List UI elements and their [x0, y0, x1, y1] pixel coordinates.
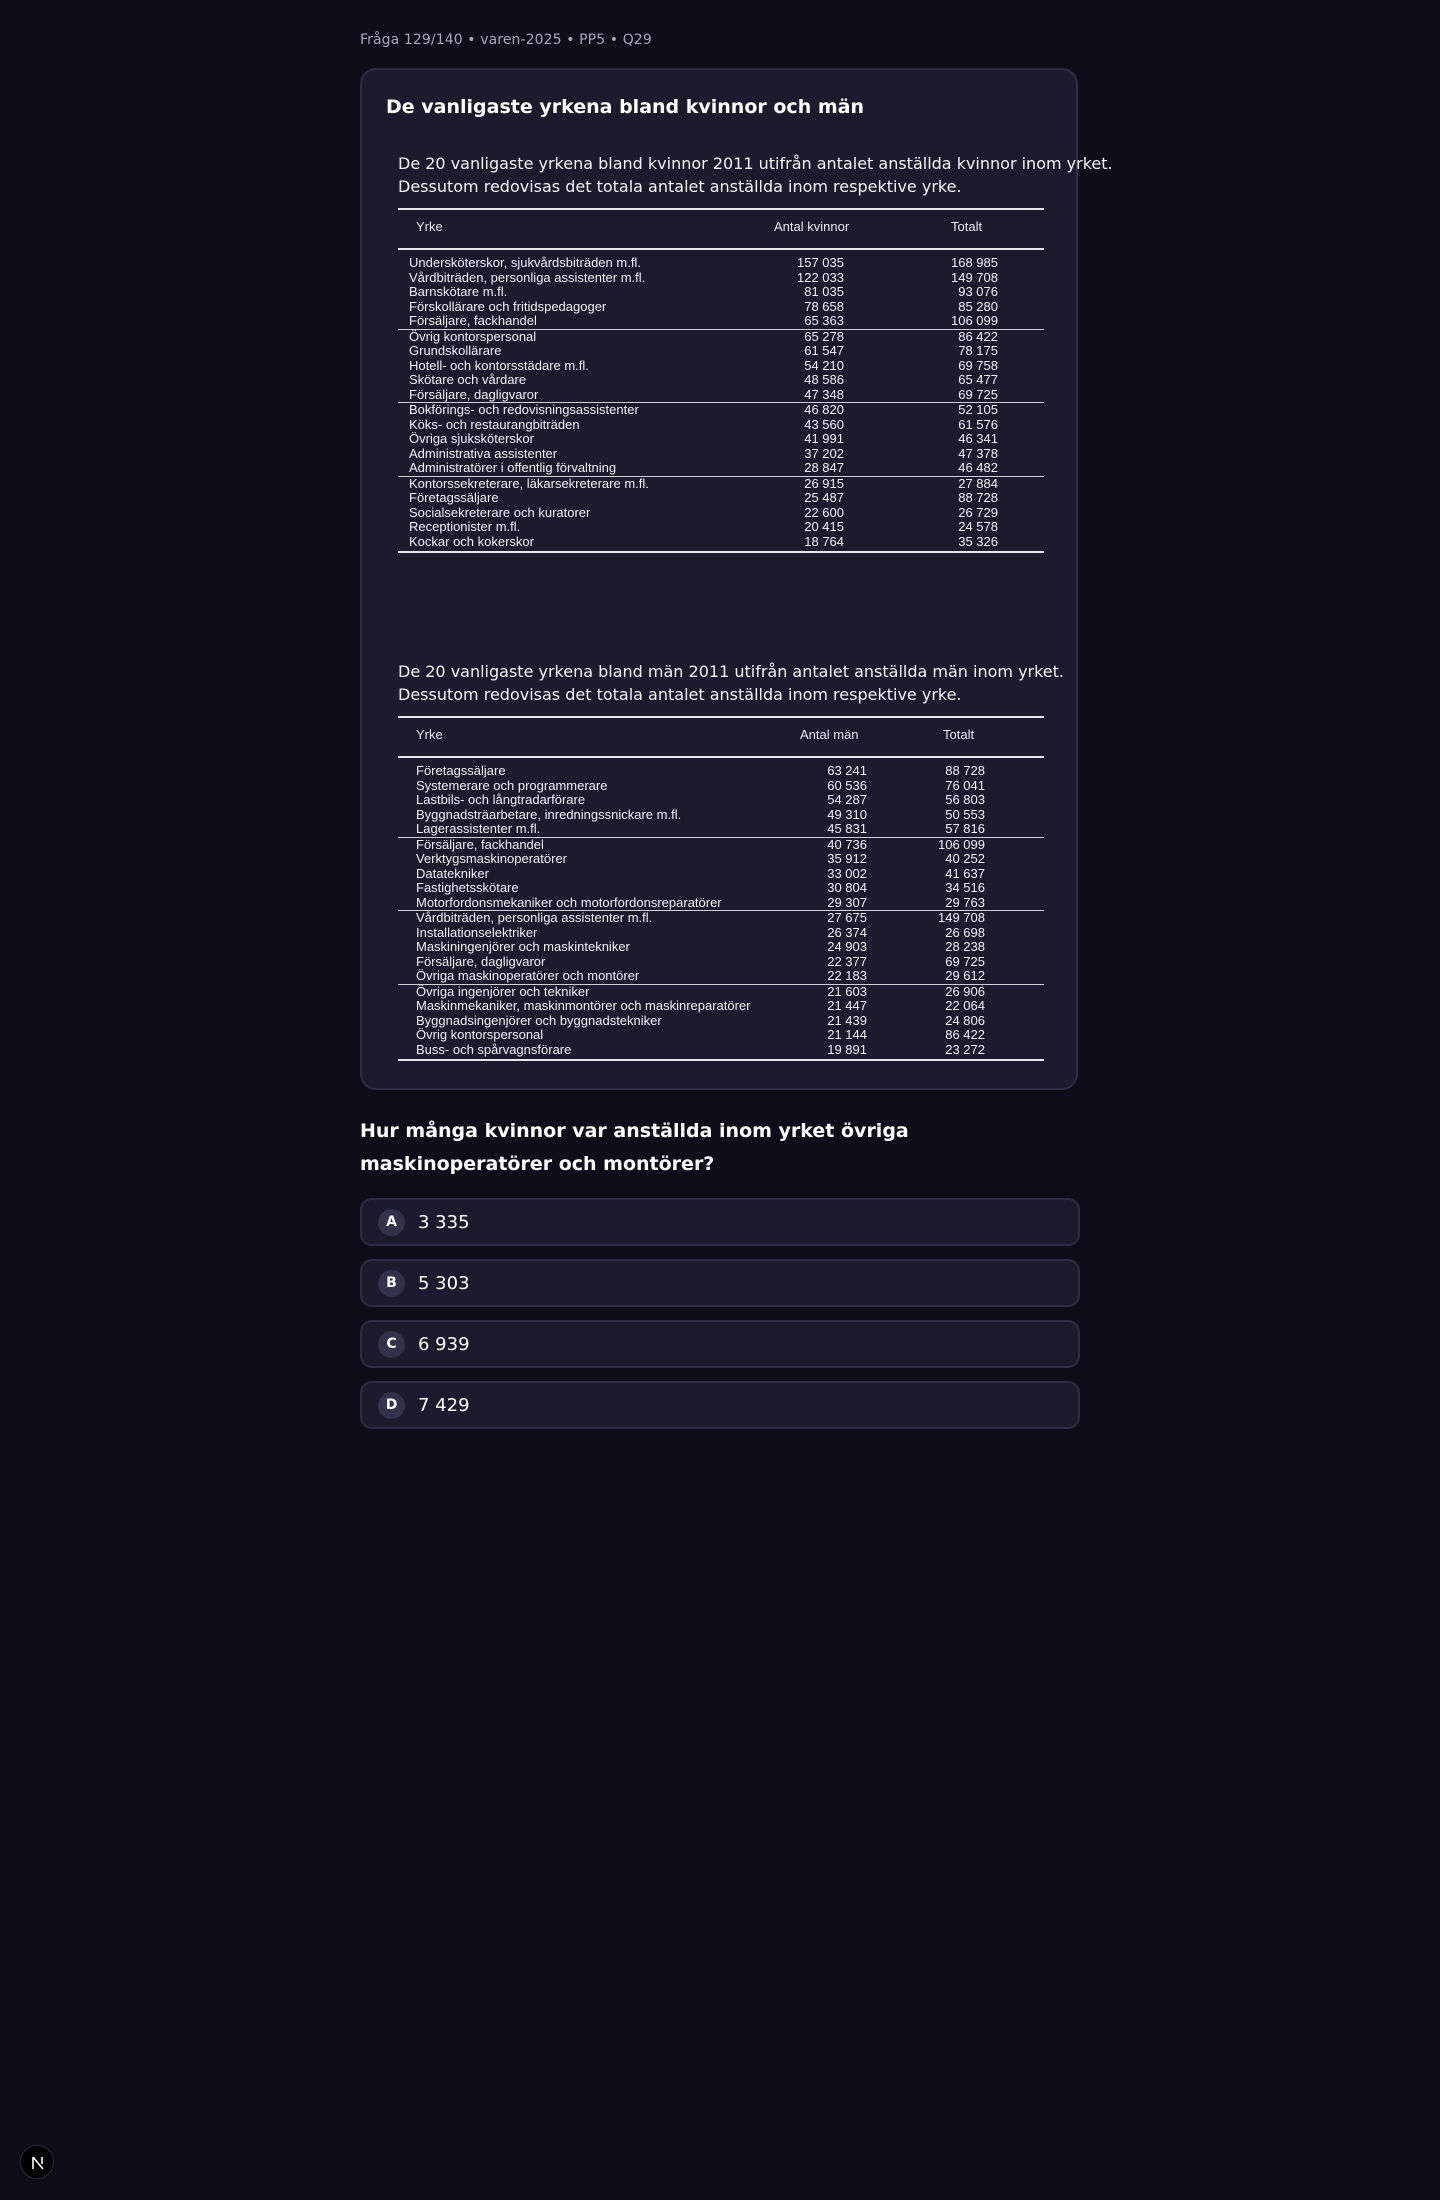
table-row	[398, 867, 1044, 882]
option-letter-badge: D	[378, 1392, 405, 1419]
table-row	[398, 1014, 1044, 1029]
table-row	[398, 999, 1044, 1014]
cell-total: 24 578	[958, 519, 998, 534]
cell-count: 27 675	[827, 910, 867, 925]
cell-count: 21 447	[827, 998, 867, 1013]
cell-total: 78 175	[958, 343, 998, 358]
cell-total: 69 758	[958, 357, 998, 373]
cell-occupation: Företagssäljare	[416, 763, 506, 778]
cell-total: 86 422	[945, 1027, 985, 1042]
option-letter-badge: A	[378, 1209, 405, 1236]
card-title: De vanligaste yrkena bland kvinnor och män	[386, 96, 864, 118]
cell-occupation: Datatekniker	[416, 865, 489, 881]
option-b-button[interactable]	[360, 1259, 1080, 1307]
cell-total: 26 698	[945, 924, 985, 940]
cell-count: 20 415	[804, 519, 844, 534]
option-text: 3 335	[418, 1212, 470, 1233]
table-row	[398, 418, 1044, 433]
cell-occupation: Hotell- och kontorsstädare m.fl.	[409, 357, 589, 373]
cell-total: 26 906	[945, 983, 985, 999]
men-table-header	[398, 718, 1044, 756]
cell-count: 22 600	[804, 504, 844, 520]
answer-options	[360, 1198, 1080, 1442]
cell-count: 61 547	[804, 343, 844, 358]
table-row	[398, 808, 1044, 823]
table-row	[398, 837, 1044, 853]
table-row	[398, 926, 1044, 941]
women-table-header	[398, 210, 1044, 248]
cell-occupation: Övriga ingenjörer och tekniker	[416, 983, 590, 999]
table-bottom-rule	[398, 1059, 1044, 1061]
cell-occupation: Grundskollärare	[409, 343, 502, 358]
option-text: 5 303	[418, 1273, 470, 1294]
women-table-intro	[398, 152, 1113, 198]
column-header-antal-man: Antal män	[800, 727, 859, 742]
table-row	[398, 373, 1044, 388]
cell-total: 85 280	[958, 298, 998, 314]
table-row	[398, 388, 1044, 403]
cell-occupation: Skötare och vårdare	[409, 372, 527, 387]
cell-count: 54 210	[804, 357, 844, 373]
table-row	[398, 285, 1044, 300]
cell-total: 47 378	[958, 445, 998, 461]
men-table-figure	[398, 660, 1065, 1061]
option-letter-badge: B	[378, 1270, 405, 1297]
table-row	[398, 984, 1044, 1000]
table-row	[398, 881, 1044, 896]
cell-total: 149 708	[938, 910, 985, 925]
cell-occupation: Övrig kontorspersonal	[416, 1027, 544, 1042]
cell-count: 37 202	[804, 445, 844, 461]
cell-total: 28 238	[945, 939, 985, 954]
table-row	[398, 271, 1044, 286]
option-d-button[interactable]	[360, 1381, 1080, 1429]
cell-total: 56 803	[945, 792, 985, 807]
cell-occupation: Undersköterskor, sjukvårdsbiträden m.fl.	[409, 255, 641, 270]
cell-occupation: Byggnadsträarbetare, inredningssnickare m.fl.	[416, 806, 682, 822]
cell-total: 69 725	[945, 953, 985, 969]
cell-occupation: Försäljare, fackhandel	[409, 313, 537, 328]
question-meta: Fråga 129/140 • varen-2025 • PP5 • Q29	[360, 32, 652, 48]
cell-count: 25 487	[804, 490, 844, 505]
cell-total: 29 612	[945, 968, 985, 983]
cell-total: 46 341	[958, 431, 998, 446]
cell-occupation: Socialsekreterare och kuratorer	[409, 504, 591, 520]
table-row	[398, 402, 1044, 418]
table-row	[398, 432, 1044, 447]
cell-total: 23 272	[945, 1041, 985, 1057]
table-row	[398, 764, 1044, 779]
table-row	[398, 461, 1044, 476]
cell-count: 24 903	[827, 939, 867, 954]
cell-count: 35 912	[827, 851, 867, 866]
cell-total: 106 099	[951, 313, 998, 328]
cell-total: 106 099	[938, 836, 985, 852]
reference-card	[360, 68, 1113, 1090]
table-row	[398, 447, 1044, 462]
table-row	[398, 896, 1044, 911]
table-row	[398, 779, 1044, 794]
cell-occupation: Buss- och spårvagnsförare	[416, 1041, 572, 1057]
cell-count: 26 374	[827, 924, 867, 940]
cell-count: 63 241	[827, 763, 867, 778]
women-intro-line-2: Dessutom redovisas det totala antalet anställda inom respektive yrke.	[398, 177, 962, 196]
option-a-button[interactable]	[360, 1198, 1080, 1246]
table-row	[398, 1028, 1044, 1043]
cell-count: 29 307	[827, 894, 867, 910]
cell-total: 50 553	[945, 806, 985, 822]
cell-total: 26 729	[958, 504, 998, 520]
cell-occupation: Vårdbiträden, personliga assistenter m.fl.	[409, 269, 646, 285]
men-table-intro	[398, 660, 1065, 706]
cell-count: 49 310	[827, 806, 867, 822]
cell-count: 28 847	[804, 460, 844, 475]
cell-count: 21 144	[827, 1027, 867, 1042]
cell-total: 46 482	[958, 460, 998, 475]
cell-total: 27 884	[958, 475, 998, 491]
table-row	[398, 491, 1044, 506]
cell-count: 40 736	[827, 836, 867, 852]
cell-total: 24 806	[945, 1012, 985, 1028]
cell-total: 149 708	[951, 269, 998, 285]
column-header-antal-kvinnor: Antal kvinnor	[774, 219, 850, 234]
option-letter-badge: C	[378, 1331, 405, 1358]
men-intro-line-2: Dessutom redovisas det totala antalet anställda inom respektive yrke.	[398, 685, 962, 704]
cell-occupation: Företagssäljare	[409, 490, 499, 505]
women-intro-line-1: De 20 vanligaste yrkena bland kvinnor 2011 utifrån antalet anställda kvinnor inom yrket.	[398, 154, 1113, 173]
cell-occupation: Motorfordonsmekaniker och motorfordonsreparatörer	[416, 894, 722, 910]
table-row	[398, 852, 1044, 867]
table-row	[398, 300, 1044, 315]
cell-occupation: Maskinmekaniker, maskinmontörer och maskinreparatörer	[416, 998, 751, 1013]
cell-count: 47 348	[804, 386, 844, 402]
column-header-yrke: Yrke	[416, 219, 443, 234]
table-row	[398, 344, 1044, 359]
option-c-button[interactable]	[360, 1320, 1080, 1368]
cell-occupation: Förskollärare och fritidspedagoger	[409, 298, 607, 314]
cell-count: 30 804	[827, 880, 867, 895]
cell-occupation: Barnskötare m.fl.	[409, 284, 508, 299]
men-intro-line-1: De 20 vanligaste yrkena bland män 2011 utifrån antalet anställda män inom yrket.	[398, 662, 1065, 681]
cell-total: 35 326	[958, 533, 998, 549]
cell-occupation: Systemerare och programmerare	[416, 777, 608, 793]
cell-count: 45 831	[827, 821, 867, 836]
cell-count: 78 658	[804, 298, 844, 314]
cell-total: 86 422	[958, 328, 998, 344]
women-table-figure	[398, 152, 1113, 553]
table-row	[398, 793, 1044, 808]
cell-occupation: Bokförings- och redovisningsassistenter	[409, 402, 639, 417]
question-text: Hur många kvinnor var anställda inom yrket övriga maskinoperatörer och montörer?	[360, 1120, 909, 1175]
table-row	[398, 314, 1044, 329]
cell-occupation: Administratörer i offentlig förvaltning	[409, 460, 617, 475]
cell-total: 22 064	[945, 998, 985, 1013]
cell-occupation: Administrativa assistenter	[409, 445, 558, 461]
cell-occupation: Vårdbiträden, personliga assistenter m.fl.	[416, 910, 653, 925]
cell-count: 46 820	[804, 402, 844, 417]
cell-count: 157 035	[797, 255, 844, 270]
cell-count: 65 363	[804, 313, 844, 328]
cell-total: 93 076	[958, 284, 998, 299]
cell-count: 81 035	[804, 284, 844, 299]
cell-occupation: Receptionister m.fl.	[409, 519, 521, 534]
cell-total: 88 728	[945, 763, 985, 778]
table-row	[398, 822, 1044, 837]
cell-count: 21 439	[827, 1012, 867, 1028]
cell-occupation: Köks- och restaurangbiträden	[409, 416, 580, 432]
cell-occupation: Övriga maskinoperatörer och montörer	[416, 968, 640, 983]
cell-occupation: Verktygsmaskinoperatörer	[416, 851, 568, 866]
cell-count: 122 033	[797, 269, 844, 285]
cell-occupation: Installationselektriker	[416, 924, 538, 940]
cell-total: 168 985	[951, 255, 998, 270]
table-row	[398, 969, 1044, 984]
cell-count: 41 991	[804, 431, 844, 446]
cell-occupation: Kockar och kokerskor	[409, 533, 534, 549]
cell-occupation: Försäljare, dagligvaror	[416, 953, 546, 969]
cell-occupation: Fastighetsskötare	[416, 880, 519, 895]
cell-total: 57 816	[945, 821, 985, 836]
cell-count: 26 915	[804, 475, 844, 491]
column-header-yrke: Yrke	[416, 727, 443, 742]
table-row	[398, 329, 1044, 345]
cell-count: 18 764	[804, 533, 844, 549]
table-row	[398, 1043, 1044, 1058]
cell-occupation: Maskiningenjörer och maskintekniker	[416, 939, 630, 954]
cell-count: 22 377	[827, 953, 867, 969]
column-header-totalt: Totalt	[951, 219, 983, 234]
cell-total: 41 637	[945, 865, 985, 881]
cell-count: 21 603	[827, 983, 867, 999]
table-row	[398, 256, 1044, 271]
table-row	[398, 940, 1044, 955]
cell-occupation: Övrig kontorspersonal	[409, 328, 537, 344]
cell-occupation: Försäljare, dagligvaror	[409, 386, 539, 402]
table-row	[398, 955, 1044, 970]
floating-logo-button[interactable]	[20, 2145, 54, 2179]
option-text: 7 429	[418, 1395, 470, 1416]
cell-total: 65 477	[958, 372, 998, 387]
n-logo-icon	[30, 2155, 46, 2171]
cell-count: 43 560	[804, 416, 844, 432]
men-table-body	[398, 758, 1044, 1059]
cell-count: 54 287	[827, 792, 867, 807]
cell-count: 65 278	[804, 328, 844, 344]
cell-occupation: Kontorssekreterare, läkarsekreterare m.fl.	[409, 475, 649, 491]
cell-total: 61 576	[958, 416, 998, 432]
cell-occupation: Försäljare, fackhandel	[416, 836, 544, 852]
table-bottom-rule	[398, 551, 1044, 553]
column-header-totalt: Totalt	[943, 727, 975, 742]
cell-count: 60 536	[827, 777, 867, 793]
cell-count: 33 002	[827, 865, 867, 881]
cell-total: 69 725	[958, 386, 998, 402]
cell-count: 48 586	[804, 372, 844, 387]
women-table-body	[398, 250, 1044, 551]
table-row	[398, 910, 1044, 926]
table-row	[398, 506, 1044, 521]
cell-total: 29 763	[945, 894, 985, 910]
cell-total: 88 728	[958, 490, 998, 505]
cell-occupation: Lastbils- och långtradarförare	[416, 792, 586, 807]
table-row	[398, 476, 1044, 492]
table-row	[398, 535, 1044, 550]
cell-occupation: Byggnadsingenjörer och byggnadstekniker	[416, 1012, 662, 1028]
cell-count: 19 891	[827, 1041, 867, 1057]
cell-count: 22 183	[827, 968, 867, 983]
cell-occupation: Lagerassistenter m.fl.	[416, 821, 541, 836]
cell-total: 52 105	[958, 402, 998, 417]
cell-total: 76 041	[945, 777, 985, 793]
table-row	[398, 520, 1044, 535]
cell-total: 34 516	[945, 880, 985, 895]
cell-occupation: Övriga sjuksköterskor	[409, 431, 534, 446]
table-row	[398, 359, 1044, 374]
cell-total: 40 252	[945, 851, 985, 866]
option-text: 6 939	[418, 1334, 470, 1355]
